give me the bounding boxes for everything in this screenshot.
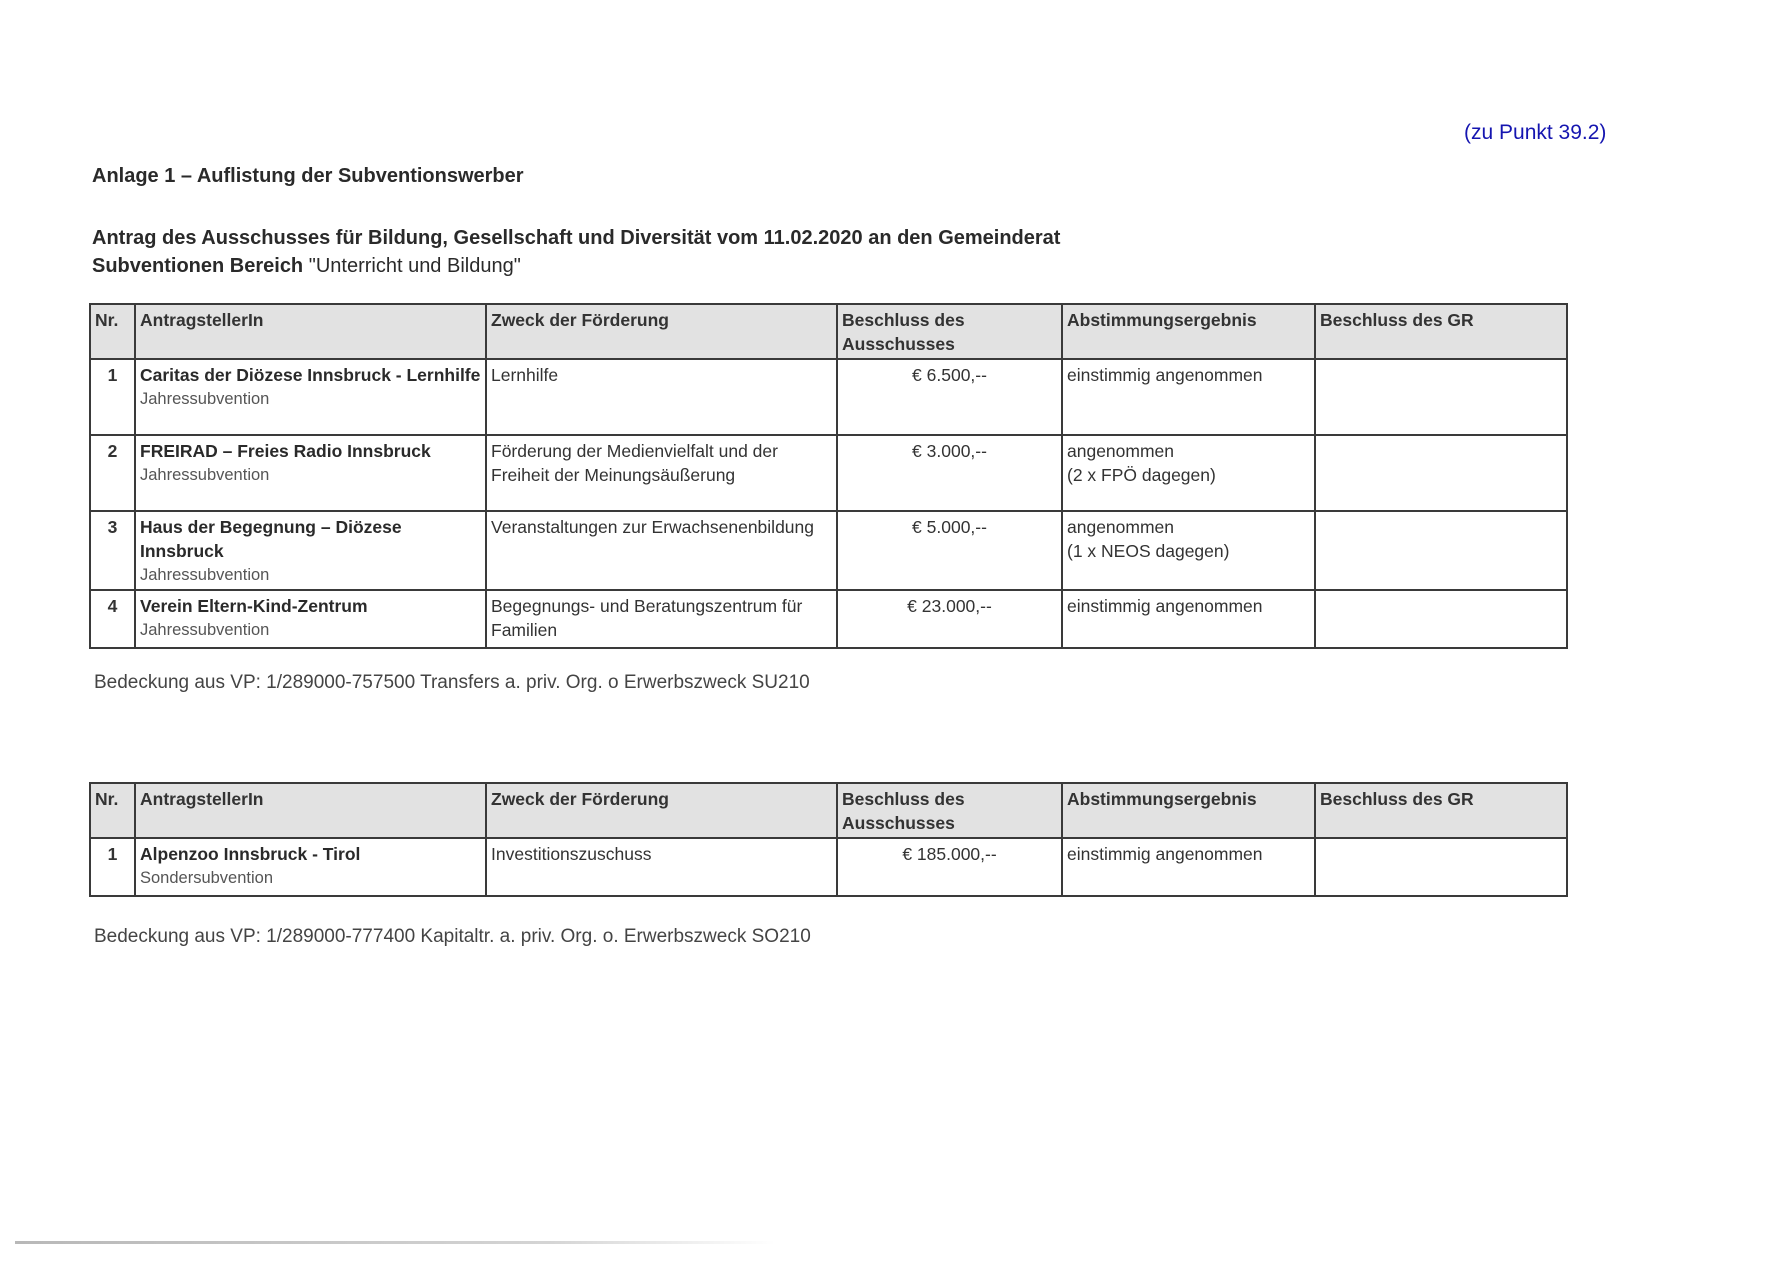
row-gr [1315, 590, 1567, 648]
header-beschluss: Beschluss des Ausschusses [837, 304, 1062, 359]
table-row [90, 838, 1567, 896]
row-nr: 4 [90, 590, 135, 648]
row-nr: 1 [90, 359, 135, 435]
table-header-row [90, 783, 1567, 838]
row-ergebnis: einstimmig angenommen [1062, 838, 1315, 896]
row-antragsteller: Caritas der Diözese Innsbruck - Lernhilfe Jahressubvention [135, 359, 486, 435]
antrag-bereich-label: Subventionen Bereich [92, 255, 304, 277]
subsidy-table-1 [89, 303, 1568, 649]
row-betrag: € 3.000,-- [837, 435, 1062, 511]
row-antragsteller: Alpenzoo Innsbruck - Tirol Sondersubvention [135, 838, 486, 896]
row-zweck: Begegnungs- und Beratungszentrum für Familien [486, 590, 837, 648]
row-ergebnis: einstimmig angenommen [1062, 359, 1315, 435]
header-abstimmung: Abstimmungsergebnis [1062, 304, 1315, 359]
row-gr [1315, 359, 1567, 435]
row-ergebnis: angenommen (2 x FPÖ dagegen) [1062, 435, 1315, 511]
row-nr: 3 [90, 511, 135, 590]
row-zweck: Veranstaltungen zur Erwachsenenbildung [486, 511, 837, 590]
antrag-line-1: Antrag des Ausschusses für Bildung, Gesellschaft und Diversität vom 11.02.2020 an den Gemeinderat [92, 227, 1061, 249]
table-row [90, 590, 1567, 648]
row-betrag: € 5.000,-- [837, 511, 1062, 590]
row-gr [1315, 435, 1567, 511]
header-gr: Beschluss des GR [1315, 304, 1567, 359]
bedeckung-note-1: Bedeckung aus VP: 1/289000-757500 Transfers a. priv. Org. o Erwerbszweck SU210 [94, 672, 810, 693]
row-betrag: € 185.000,-- [837, 838, 1062, 896]
row-antragsteller: Verein Eltern-Kind-Zentrum Jahressubvention [135, 590, 486, 648]
reference-note: (zu Punkt 39.2) [1464, 121, 1607, 144]
header-abstimmung: Abstimmungsergebnis [1062, 783, 1315, 838]
header-gr: Beschluss des GR [1315, 783, 1567, 838]
antrag-line-2 [92, 252, 1060, 280]
row-gr [1315, 511, 1567, 590]
row-nr: 1 [90, 838, 135, 896]
table-header-row [90, 304, 1567, 359]
header-zweck: Zweck der Förderung [486, 304, 837, 359]
row-zweck: Förderung der Medienvielfalt und der Freiheit der Meinungsäußerung [486, 435, 837, 511]
row-zweck: Lernhilfe [486, 359, 837, 435]
subsidy-table-2 [89, 782, 1568, 897]
header-antragsteller: AntragstellerIn [135, 783, 486, 838]
row-antragsteller: Haus der Begegnung – Diözese Innsbruck Jahressubvention [135, 511, 486, 590]
row-ergebnis: einstimmig angenommen [1062, 590, 1315, 648]
row-antragsteller: FREIRAD – Freies Radio Innsbruck Jahressubvention [135, 435, 486, 511]
table-row [90, 511, 1567, 590]
row-betrag: € 6.500,-- [837, 359, 1062, 435]
header-nr: Nr. [90, 304, 135, 359]
header-zweck: Zweck der Förderung [486, 783, 837, 838]
row-zweck: Investitionszuschuss [486, 838, 837, 896]
document-title: Anlage 1 – Auflistung der Subventionswerber [92, 165, 524, 187]
row-betrag: € 23.000,-- [837, 590, 1062, 648]
header-nr: Nr. [90, 783, 135, 838]
row-nr: 2 [90, 435, 135, 511]
table-row [90, 359, 1567, 435]
bedeckung-note-2: Bedeckung aus VP: 1/289000-777400 Kapitaltr. a. priv. Org. o. Erwerbszweck SO210 [94, 926, 811, 947]
table-row [90, 435, 1567, 511]
header-beschluss: Beschluss des Ausschusses [837, 783, 1062, 838]
antrag-bereich-value: "Unterricht und Bildung" [308, 255, 521, 277]
header-antragsteller: AntragstellerIn [135, 304, 486, 359]
row-ergebnis: angenommen (1 x NEOS dagegen) [1062, 511, 1315, 590]
footer-divider [15, 1241, 775, 1244]
antrag-heading [92, 224, 1060, 280]
row-gr [1315, 838, 1567, 896]
